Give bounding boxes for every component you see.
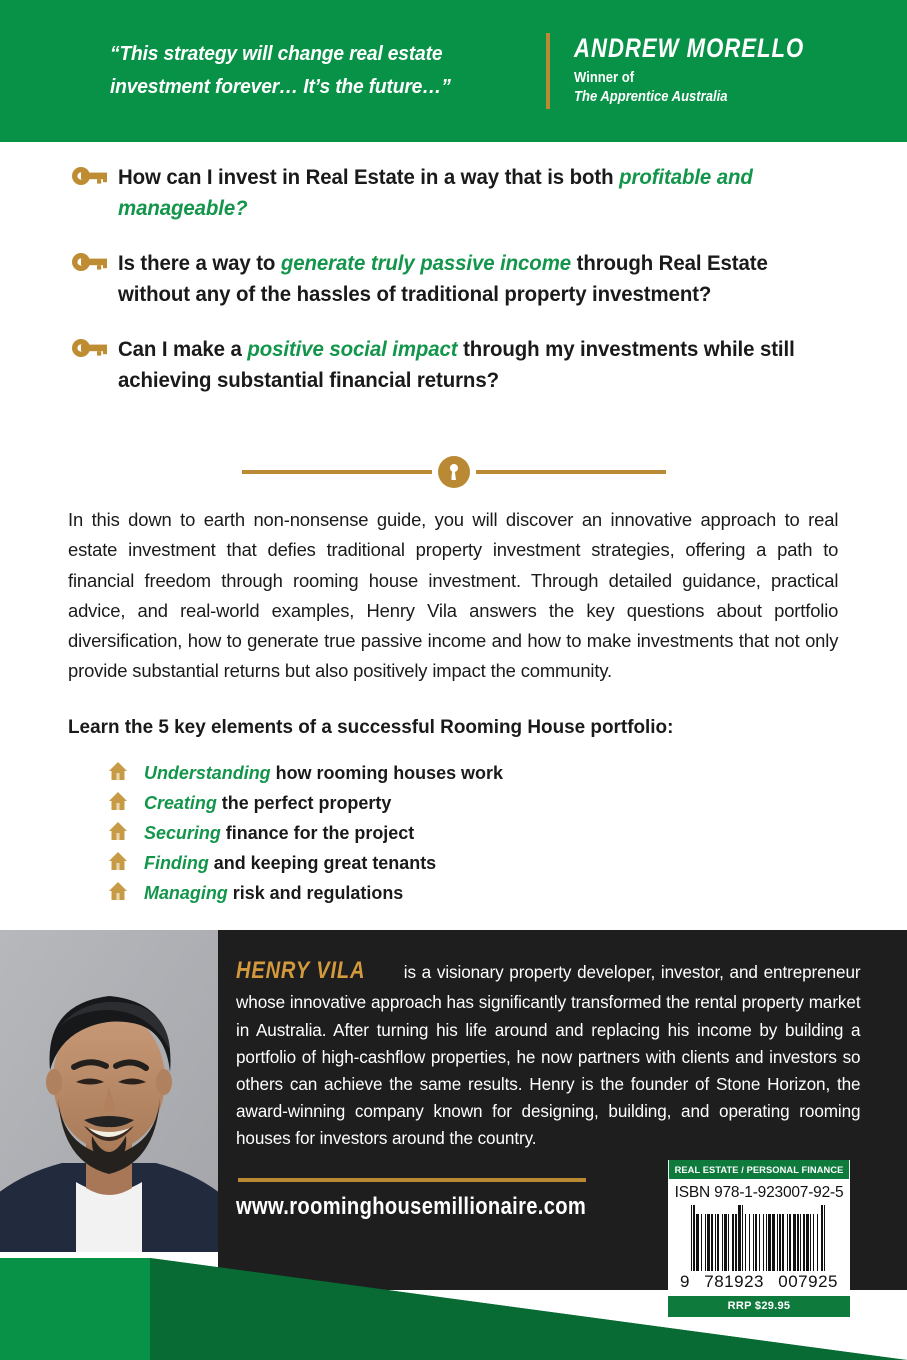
question-text [118,162,830,223]
isbn-barcode-block [668,1160,850,1317]
element-rest: how rooming houses work [270,762,503,783]
endorsement-quote: “This strategy will change real estate investment forever… It’s the future…” [110,42,451,98]
element-highlight: Finding [144,852,209,873]
bottom-green-block [0,1258,150,1360]
question-highlight: positive social impact [247,337,458,362]
element-rest: and keeping great tenants [208,852,437,873]
element-rest: risk and regulations [227,882,404,903]
divider-line-left [242,470,432,474]
element-rest: finance for the project [220,822,415,843]
learn-heading: Learn the 5 key elements of a successful Rooming House portfolio: [68,716,674,738]
element-text [144,762,503,784]
key-icon [72,167,118,190]
section-divider [0,452,907,492]
question-text-part: through my investments while still achieving substantial financial returns? [118,337,795,392]
key-icon [72,339,118,362]
author-portrait-photo [0,930,218,1252]
element-rest: the perfect property [216,792,392,813]
question-text [118,334,830,395]
list-item [108,878,808,908]
question-text-part: Can I make a [118,337,248,362]
author-bio-text-block [236,952,870,1152]
list-item [108,848,808,878]
author-bio-text [236,952,860,1152]
question-item [0,334,907,395]
divider-line-right [476,470,666,474]
element-text [144,792,391,814]
isbn-number: ISBN 978-1-923007-92-5 [674,1184,844,1201]
key-elements-list [108,758,808,908]
vertical-gold-divider [546,33,550,109]
endorsement-band [0,0,907,142]
endorser-name: ANDREW MORELLO [574,33,805,64]
rrp-label: RRP $29.95 [668,1296,850,1317]
barcode-bars [668,1205,850,1271]
question-item [0,162,907,223]
endorser-block [574,34,855,108]
question-text-part: How can I invest in Real Estate in a way that is both [118,165,620,189]
question-text [118,248,830,309]
question-text-part: Is there a way to [118,251,281,276]
genre-label: REAL ESTATE / PERSONAL FINANCE [669,1160,849,1179]
element-text [144,852,436,874]
element-highlight: Creating [144,792,217,813]
book-blurb: In this down to earth non-nonsense guide, you will discover an innovative approach to real estate investment that defies traditional property investment strategies, offering a path to financial freedom through rooming house investment. Through detailed guidance, practical advice, and real-world examples, Henry Vila answers the key questions about portfolio diversification, how to generate true passive income and how to make investments that not only provide substantial returns but also positively impact the community. [68,509,839,682]
author-name: HENRY VILA [236,957,366,984]
author-bio-body: is a visionary property developer, investor, and entrepreneur whose innovative approach has significantly transformed the rental property market in Australia. After turning his life around and replacing his income by building a portfolio of high-cashflow properties, he now partners with clients and investors so others can achieve the same results. Henry is the founder of Stone Horizon, the award-winning company known for designing, building, and operating rooming houses for investors around the country. [236,962,861,1149]
house-icon [108,881,144,906]
house-icon [108,791,144,816]
endorser-title-line2: The Apprentice Australia [574,89,728,106]
element-text [144,882,403,904]
keyhole-icon [438,456,470,488]
url-gold-rule [238,1178,586,1182]
questions-list [0,162,907,420]
house-icon [108,821,144,846]
list-item [108,758,808,788]
barcode-digit-group: 007925 [778,1272,838,1291]
key-icon [72,253,118,276]
author-website-url[interactable]: www.roominghousemillionaire.com [236,1193,587,1220]
house-icon [108,851,144,876]
house-icon [108,761,144,786]
question-text-part: through Real Estate without any of the hassles of traditional property investment? [118,251,768,306]
list-item [108,788,808,818]
question-item [0,248,907,309]
element-highlight: Managing [144,882,228,903]
question-highlight: profitable and manageable? [118,165,753,220]
element-text [144,822,414,844]
barcode-digit-group: 9 [680,1272,690,1291]
barcode-digits [668,1271,850,1296]
element-highlight: Understanding [144,762,271,783]
element-highlight: Securing [144,822,221,843]
barcode-digit-group: 781923 [704,1272,764,1291]
list-item [108,818,808,848]
endorser-title-line1: Winner of [574,69,635,86]
question-highlight: generate truly passive income [280,251,572,276]
